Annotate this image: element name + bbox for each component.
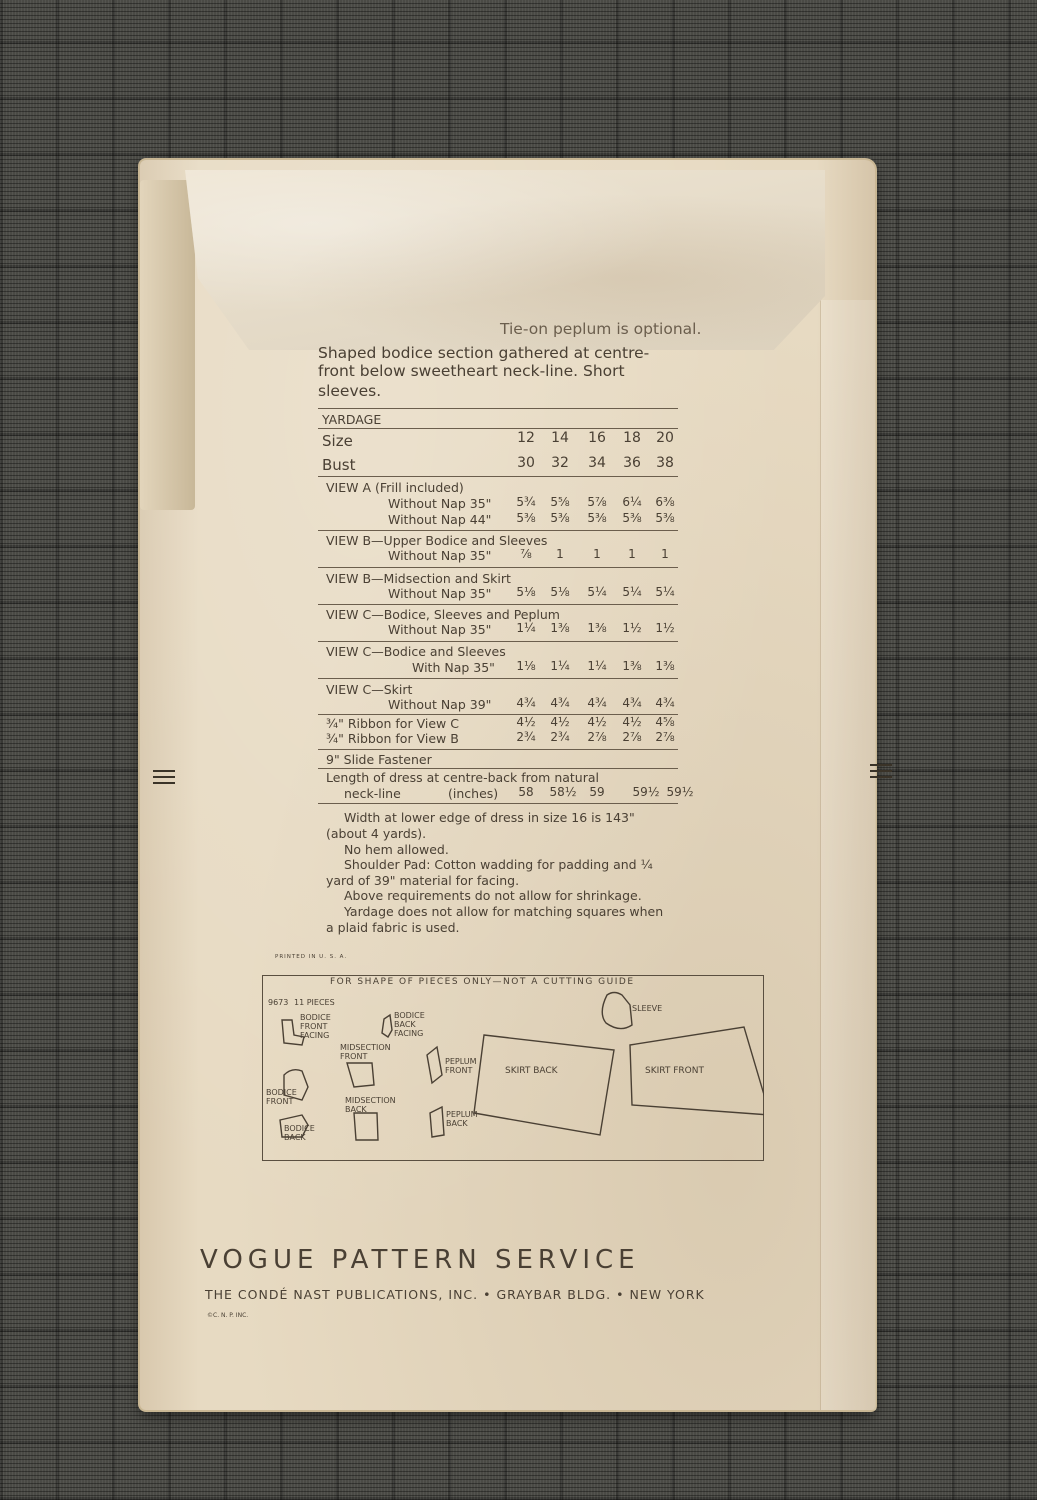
size-value: 12 [517,430,535,446]
description-line-3: front below sweetheart neck-line. Short [318,362,625,380]
yardage-heading: YARDAGE [322,412,382,427]
bust-value: 34 [588,455,606,471]
note-line: No hem allowed. [344,842,449,857]
yardage-value: ⅞ [520,547,532,561]
printed-in-usa: PRINTED IN U. S. A. [275,954,348,960]
row-label: Without Nap 35" [388,496,492,511]
size-value: 16 [588,430,606,446]
view-b-mid-title: VIEW B—Midsection and Skirt [326,571,511,586]
yardage-value: 5⅜ [587,511,607,525]
yardage-value: 1¼ [516,621,536,635]
yardage-value: 5¼ [587,585,607,599]
bust-value: 32 [551,455,569,471]
row-label: Without Nap 39" [388,697,492,712]
piece-label-skirt-back: SKIRT BACK [505,1066,558,1076]
yardage-value: 5¾ [516,495,536,509]
yardage-value: 1½ [622,621,642,635]
row-label: With Nap 35" [412,660,495,675]
size-label: Size [322,432,353,450]
midsection-back-shape [354,1113,378,1140]
yardage-value: 4¾ [622,696,642,710]
yardage-value: 5⅜ [655,511,675,525]
yardage-value: 1¼ [550,659,570,673]
bust-label: Bust [322,456,356,474]
side-register-mark-left [153,770,175,786]
yardage-value: 6⅜ [655,495,675,509]
yardage-value: 1⅜ [655,659,675,673]
envelope-fold-band [820,300,876,1410]
yardage-value: 1⅜ [550,621,570,635]
view-c-bodice-title: VIEW C—Bodice, Sleeves and Peplum [326,607,560,622]
table-rule [318,768,678,769]
ribbon-value: 2⅞ [655,730,675,744]
note-line: yard of 39" material for facing. [326,873,520,888]
bust-value: 30 [517,455,535,471]
yardage-value: 5⅛ [516,585,536,599]
piece-label-bodice-back: BODICE BACK [284,1124,315,1142]
size-value: 20 [656,430,674,446]
row-label: Without Nap 35" [388,586,492,601]
ribbon-value: 4½ [550,715,570,729]
copyright: ©C. N. P. INC. [207,1312,249,1319]
note-line: Width at lower edge of dress in size 16 is 143" [344,810,635,825]
bust-value: 38 [656,455,674,471]
yardage-value: 1⅛ [516,659,536,673]
ribbon-value: 4⅝ [655,715,675,729]
table-rule [318,567,678,568]
ribbon-value: 2⅞ [587,730,607,744]
note-line: a plaid fabric is used. [326,920,460,935]
length-value: 58½ [549,785,577,799]
piece-label-midsection-front: MIDSECTION FRONT [340,1043,391,1061]
piece-label-bodice-front: BODICE FRONT [266,1088,297,1106]
length-value: 59½ [632,785,660,799]
row-label: Without Nap 44" [388,512,492,527]
note-line: Yardage does not allow for matching squares when [344,904,664,919]
yardage-value: 1⅜ [587,621,607,635]
peplum-front-shape [427,1047,442,1083]
length-label-line1: Length of dress at centre-back from natural [326,770,600,785]
view-a-title: VIEW A (Frill included) [326,480,464,495]
table-rule [318,604,678,605]
note-line: (about 4 yards). [326,826,427,841]
row-label: Without Nap 35" [388,622,492,637]
length-label-line2: neck-line [344,786,401,801]
vogue-pattern-service-title: VOGUE PATTERN SERVICE [200,1245,640,1275]
yardage-value: 1 [556,547,564,561]
piece-label-skirt-front: SKIRT FRONT [645,1066,704,1076]
table-rule [318,678,678,679]
pieces-count: 11 PIECES [294,998,335,1007]
piece-label-bodice-front-facing: BODICE FRONT FACING [300,1013,331,1040]
pattern-number: 9673 [268,998,289,1007]
yardage-value: 4¾ [516,696,536,710]
size-value: 18 [623,430,641,446]
ribbon-value: 4½ [587,715,607,729]
length-value: 59½ [666,785,694,799]
ribbon-value: 2¾ [550,730,570,744]
yardage-value: 5¼ [622,585,642,599]
yardage-value: 4¾ [587,696,607,710]
yardage-value: 5¼ [655,585,675,599]
yardage-value: 5⅜ [516,511,536,525]
yardage-value: 5⅛ [550,585,570,599]
table-rule [318,408,678,409]
note-line: Shoulder Pad: Cotton wadding for padding and ¼ [344,857,653,872]
table-rule [318,530,678,531]
envelope-torn-edge [140,180,195,510]
peplum-back-shape [430,1107,444,1137]
yardage-value: 5⅝ [550,495,570,509]
ribbon-label: ¾" Ribbon for View B [326,731,459,746]
ribbon-value: 2¾ [516,730,536,744]
ribbon-value: 4½ [622,715,642,729]
piece-label-bodice-back-facing: BODICE BACK FACING [394,1011,425,1038]
yardage-value: 1⅜ [622,659,642,673]
ribbon-value: 2⅞ [622,730,642,744]
table-rule [318,749,678,750]
length-value: 59 [589,785,605,799]
piece-label-peplum-front: PEPLUM FRONT [445,1057,477,1075]
yardage-value: 4¾ [550,696,570,710]
midsection-front-shape [347,1063,374,1087]
piece-label-sleeve: SLEEVE [632,1004,663,1013]
skirt-back-shape [474,1035,614,1135]
bust-value: 36 [623,455,641,471]
yardage-value: 1 [628,547,636,561]
view-c-skirt-title: VIEW C—Skirt [326,682,413,697]
view-c-bodice2-title: VIEW C—Bodice and Sleeves [326,644,506,659]
length-value: 58 [518,785,534,799]
table-rule [318,803,678,804]
view-b-upper-title: VIEW B—Upper Bodice and Sleeves [326,533,548,548]
piece-label-peplum-back: PEPLUM BACK [446,1110,478,1128]
table-rule [318,428,678,429]
guide-title: FOR SHAPE OF PIECES ONLY—NOT A CUTTING GUIDE [330,977,635,987]
yardage-value: 1 [593,547,601,561]
publisher-line: THE CONDÉ NAST PUBLICATIONS, INC. • GRAYBAR BLDG. • NEW YORK [205,1287,705,1302]
description-line-4: sleeves. [318,382,382,400]
table-rule [318,641,678,642]
ribbon-label: ¾" Ribbon for View C [326,716,459,731]
sleeve-shape [602,993,632,1029]
table-rule [318,476,678,477]
note-line: Above requirements do not allow for shrinkage. [344,888,642,903]
size-value: 14 [551,430,569,446]
yardage-value: 1 [661,547,669,561]
side-register-mark-right [870,764,892,780]
yardage-value: 1½ [655,621,675,635]
length-unit: (inches) [448,786,499,801]
yardage-value: 4¾ [655,696,675,710]
description-line-1: Tie-on peplum is optional. [500,320,702,338]
yardage-value: 5⅞ [587,495,607,509]
fastener-label: 9" Slide Fastener [326,752,432,767]
yardage-value: 1¼ [587,659,607,673]
row-label: Without Nap 35" [388,548,492,563]
ribbon-value: 4½ [516,715,536,729]
yardage-value: 5⅜ [550,511,570,525]
yardage-value: 6¼ [622,495,642,509]
piece-label-midsection-back: MIDSECTION BACK [345,1096,396,1114]
bodice-back-facing-shape [382,1015,392,1037]
yardage-value: 5⅜ [622,511,642,525]
description-line-2: Shaped bodice section gathered at centre- [318,344,650,362]
